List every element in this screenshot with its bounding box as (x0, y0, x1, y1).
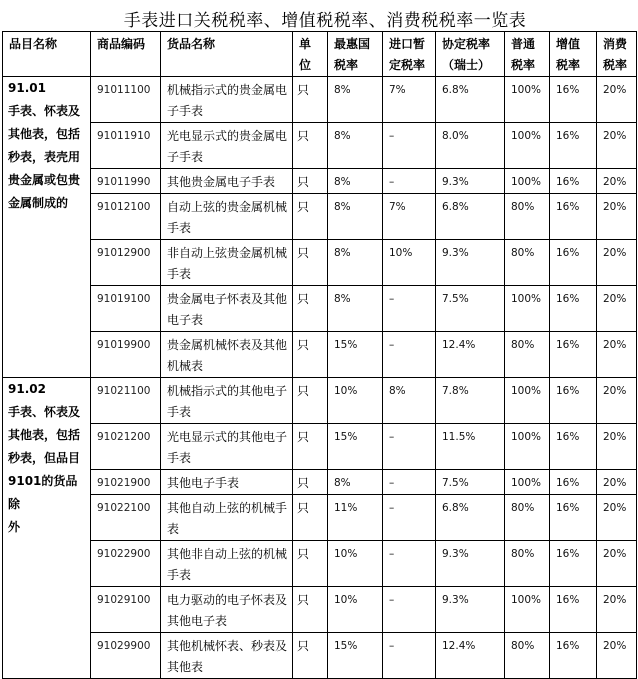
code-cell: 91021100 (91, 378, 161, 424)
mfn-rate-cell: 10% (328, 587, 383, 633)
vat-rate-cell: 16% (550, 470, 597, 495)
agreement-rate-cell: 9.3% (436, 240, 505, 286)
table-row (3, 495, 637, 541)
header-general-line1: 普通 (511, 37, 536, 51)
provisional-rate-cell: 7% (383, 77, 436, 123)
table-row (3, 169, 637, 194)
mfn-rate-cell: 8% (328, 240, 383, 286)
provisional-rate-cell: 10% (383, 240, 436, 286)
agreement-rate-cell: 6.8% (436, 194, 505, 240)
unit-cell: 只 (293, 123, 328, 169)
header-consumption-line2: 税率 (603, 58, 628, 72)
vat-rate-cell: 16% (550, 633, 597, 679)
provisional-rate-cell: – (383, 286, 436, 332)
header-agreement (436, 32, 505, 77)
goods-name-cell: 其他非自动上弦的机械手表 (161, 541, 293, 587)
unit-cell: 只 (293, 470, 328, 495)
header-code: 商品编码 (91, 32, 161, 77)
provisional-rate-cell: – (383, 587, 436, 633)
header-provisional-line2: 定税率 (389, 58, 426, 72)
goods-name-cell: 光电显示式的其他电子手表 (161, 424, 293, 470)
header-consumption (597, 32, 637, 77)
code-cell: 91029100 (91, 587, 161, 633)
category-line: 金属制成的 (8, 196, 69, 210)
agreement-rate-cell: 12.4% (436, 332, 505, 378)
header-provisional-line1: 进口暂 (389, 37, 426, 51)
consumption-rate-cell: 20% (597, 194, 637, 240)
header-consumption-line1: 消费 (603, 37, 628, 51)
provisional-rate-cell: – (383, 495, 436, 541)
provisional-rate-cell: – (383, 470, 436, 495)
consumption-rate-cell: 20% (597, 332, 637, 378)
goods-name-cell: 其他电子手表 (161, 470, 293, 495)
agreement-rate-cell: 9.3% (436, 541, 505, 587)
provisional-rate-cell: – (383, 123, 436, 169)
code-cell: 91011910 (91, 123, 161, 169)
header-agreement-line2: （瑞士） (442, 58, 491, 72)
general-rate-cell: 100% (505, 587, 550, 633)
vat-rate-cell: 16% (550, 169, 597, 194)
general-rate-cell: 80% (505, 194, 550, 240)
header-unit (293, 32, 328, 77)
goods-name-cell: 其他贵金属电子手表 (161, 169, 293, 194)
provisional-rate-cell: 7% (383, 194, 436, 240)
header-vat-line1: 增值 (556, 37, 581, 51)
header-category: 品目名称 (3, 32, 91, 77)
consumption-rate-cell: 20% (597, 240, 637, 286)
mfn-rate-cell: 8% (328, 77, 383, 123)
vat-rate-cell: 16% (550, 77, 597, 123)
vat-rate-cell: 16% (550, 194, 597, 240)
category-line: 外 (8, 520, 21, 534)
vat-rate-cell: 16% (550, 495, 597, 541)
general-rate-cell: 100% (505, 123, 550, 169)
agreement-rate-cell: 7.5% (436, 470, 505, 495)
vat-rate-cell: 16% (550, 332, 597, 378)
table-row (3, 123, 637, 169)
header-vat-line2: 税率 (556, 58, 581, 72)
agreement-rate-cell: 7.8% (436, 378, 505, 424)
header-general-line2: 税率 (511, 58, 536, 72)
agreement-rate-cell: 11.5% (436, 424, 505, 470)
goods-name-cell: 贵金属电子怀表及其他电子表 (161, 286, 293, 332)
agreement-rate-cell: 6.8% (436, 77, 505, 123)
code-cell: 91019100 (91, 286, 161, 332)
header-mfn-line1: 最惠国 (334, 37, 371, 51)
consumption-rate-cell: 20% (597, 378, 637, 424)
mfn-rate-cell: 8% (328, 194, 383, 240)
vat-rate-cell: 16% (550, 424, 597, 470)
consumption-rate-cell: 20% (597, 541, 637, 587)
unit-cell: 只 (293, 587, 328, 633)
agreement-rate-cell: 9.3% (436, 169, 505, 194)
consumption-rate-cell: 20% (597, 169, 637, 194)
general-rate-cell: 100% (505, 470, 550, 495)
category-line: 9101的货品除 (8, 474, 78, 511)
general-rate-cell: 80% (505, 541, 550, 587)
header-mfn-line2: 税率 (334, 58, 359, 72)
table-row (3, 77, 637, 123)
table-row (3, 587, 637, 633)
mfn-rate-cell: 8% (328, 123, 383, 169)
unit-cell: 只 (293, 378, 328, 424)
goods-name-cell: 其他自动上弦的机械手表 (161, 495, 293, 541)
code-cell: 91012100 (91, 194, 161, 240)
vat-rate-cell: 16% (550, 587, 597, 633)
code-cell: 91019900 (91, 332, 161, 378)
unit-cell: 只 (293, 541, 328, 587)
agreement-rate-cell: 8.0% (436, 123, 505, 169)
category-line: 91.02 (8, 382, 46, 396)
vat-rate-cell: 16% (550, 378, 597, 424)
agreement-rate-cell: 7.5% (436, 286, 505, 332)
unit-cell: 只 (293, 424, 328, 470)
consumption-rate-cell: 20% (597, 77, 637, 123)
goods-name-cell: 光电显示式的贵金属电子手表 (161, 123, 293, 169)
category-cell-9102 (3, 378, 91, 679)
provisional-rate-cell: – (383, 332, 436, 378)
general-rate-cell: 80% (505, 240, 550, 286)
table-row (3, 470, 637, 495)
code-cell: 91021200 (91, 424, 161, 470)
goods-name-cell: 电力驱动的电子怀表及其他电子表 (161, 587, 293, 633)
table-row (3, 194, 637, 240)
category-line: 91.01 (8, 81, 46, 95)
provisional-rate-cell: – (383, 424, 436, 470)
consumption-rate-cell: 20% (597, 286, 637, 332)
mfn-rate-cell: 8% (328, 286, 383, 332)
code-cell: 91012900 (91, 240, 161, 286)
header-unit-line1: 单 (299, 37, 312, 51)
tax-rate-table (2, 31, 637, 679)
mfn-rate-cell: 10% (328, 541, 383, 587)
category-line: 其他表，包括 (8, 127, 81, 141)
vat-rate-cell: 16% (550, 541, 597, 587)
category-line: 秒表，但品目 (8, 451, 81, 465)
general-rate-cell: 100% (505, 424, 550, 470)
provisional-rate-cell: – (383, 633, 436, 679)
general-rate-cell: 100% (505, 378, 550, 424)
goods-name-cell: 贵金属机械怀表及其他机械表 (161, 332, 293, 378)
general-rate-cell: 100% (505, 169, 550, 194)
provisional-rate-cell: – (383, 169, 436, 194)
mfn-rate-cell: 10% (328, 378, 383, 424)
consumption-rate-cell: 20% (597, 587, 637, 633)
unit-cell: 只 (293, 77, 328, 123)
category-line: 手表、怀表及 (8, 104, 81, 118)
agreement-rate-cell: 9.3% (436, 587, 505, 633)
header-goods: 货品名称 (161, 32, 293, 77)
category-line: 其他表，包括 (8, 428, 81, 442)
provisional-rate-cell: – (383, 541, 436, 587)
table-row (3, 332, 637, 378)
goods-name-cell: 机械指示式的贵金属电子手表 (161, 77, 293, 123)
code-cell: 91011100 (91, 77, 161, 123)
category-line: 秒表，表壳用 (8, 150, 81, 164)
goods-name-cell: 机械指示式的其他电子手表 (161, 378, 293, 424)
header-agreement-line1: 协定税率 (442, 37, 491, 51)
table-row (3, 378, 637, 424)
header-row (3, 32, 637, 77)
unit-cell: 只 (293, 495, 328, 541)
general-rate-cell: 80% (505, 332, 550, 378)
unit-cell: 只 (293, 240, 328, 286)
table-row (3, 633, 637, 679)
mfn-rate-cell: 11% (328, 495, 383, 541)
consumption-rate-cell: 20% (597, 495, 637, 541)
category-line: 贵金属或包贵 (8, 173, 81, 187)
vat-rate-cell: 16% (550, 240, 597, 286)
general-rate-cell: 100% (505, 77, 550, 123)
consumption-rate-cell: 20% (597, 633, 637, 679)
category-cell-9101 (3, 77, 91, 378)
code-cell: 91011990 (91, 169, 161, 194)
header-unit-line2: 位 (299, 58, 312, 72)
consumption-rate-cell: 20% (597, 424, 637, 470)
table-row (3, 541, 637, 587)
goods-name-cell: 非自动上弦贵金属机械手表 (161, 240, 293, 286)
unit-cell: 只 (293, 169, 328, 194)
table-row (3, 424, 637, 470)
vat-rate-cell: 16% (550, 123, 597, 169)
table-row (3, 286, 637, 332)
vat-rate-cell: 16% (550, 286, 597, 332)
consumption-rate-cell: 20% (597, 470, 637, 495)
code-cell: 91022100 (91, 495, 161, 541)
provisional-rate-cell: 8% (383, 378, 436, 424)
agreement-rate-cell: 6.8% (436, 495, 505, 541)
code-cell: 91022900 (91, 541, 161, 587)
mfn-rate-cell: 15% (328, 424, 383, 470)
general-rate-cell: 80% (505, 495, 550, 541)
agreement-rate-cell: 12.4% (436, 633, 505, 679)
mfn-rate-cell: 15% (328, 332, 383, 378)
mfn-rate-cell: 8% (328, 470, 383, 495)
consumption-rate-cell: 20% (597, 123, 637, 169)
general-rate-cell: 100% (505, 286, 550, 332)
header-mfn (328, 32, 383, 77)
header-provisional (383, 32, 436, 77)
unit-cell: 只 (293, 633, 328, 679)
unit-cell: 只 (293, 194, 328, 240)
page-title: 手表进口关税税率、增值税税率、消费税税率一览表 (123, 11, 527, 31)
table-row (3, 240, 637, 286)
mfn-rate-cell: 8% (328, 169, 383, 194)
header-vat (550, 32, 597, 77)
unit-cell: 只 (293, 332, 328, 378)
goods-name-cell: 自动上弦的贵金属机械手表 (161, 194, 293, 240)
code-cell: 91021900 (91, 470, 161, 495)
category-line: 手表、怀表及 (8, 405, 81, 419)
header-general (505, 32, 550, 77)
general-rate-cell: 80% (505, 633, 550, 679)
code-cell: 91029900 (91, 633, 161, 679)
unit-cell: 只 (293, 286, 328, 332)
mfn-rate-cell: 15% (328, 633, 383, 679)
goods-name-cell: 其他机械怀表、秒表及其他表 (161, 633, 293, 679)
